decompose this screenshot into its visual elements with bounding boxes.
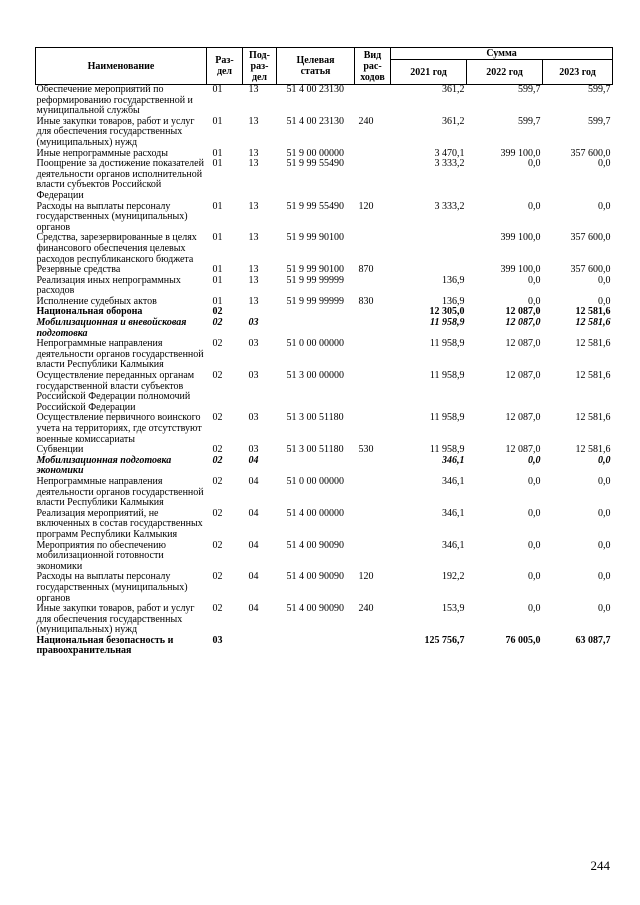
row-section: 01 bbox=[212, 84, 223, 95]
row-expense-type: 870 bbox=[358, 264, 374, 276]
row-expense-type bbox=[355, 413, 391, 445]
row-subsection: 04 bbox=[248, 539, 259, 551]
row-expense-type bbox=[355, 636, 391, 657]
row-sum-2021: 11 958,9 bbox=[430, 317, 465, 329]
row-sum-2023: 0,0 bbox=[598, 571, 611, 583]
row-sum-2022: 12 087,0 bbox=[505, 306, 541, 318]
row-sum-2022: 0,0 bbox=[528, 571, 541, 583]
table-body bbox=[36, 85, 613, 658]
row-subsection: 13 bbox=[248, 147, 259, 159]
table-row bbox=[36, 85, 613, 117]
row-sum-2022: 0,0 bbox=[528, 603, 541, 615]
table-row bbox=[36, 339, 613, 371]
row-target: 51 9 99 90100 bbox=[286, 264, 344, 276]
row-expense-type bbox=[355, 541, 391, 573]
col-header-subsection: Под- раз- дел bbox=[243, 48, 277, 85]
row-subsection: 03 bbox=[248, 444, 259, 456]
row-sum-2023: 0,0 bbox=[598, 274, 611, 286]
table-row bbox=[36, 477, 613, 509]
row-sum-2021: 3 333,2 bbox=[434, 158, 465, 170]
table-row bbox=[36, 159, 613, 201]
row-sum-2022: 12 087,0 bbox=[505, 412, 541, 424]
row-name: Иные закупки товаров, работ и услуг для обеспечения государственных (муниципальных) нужд bbox=[36, 603, 195, 636]
row-name: Национальная безопасность и правоохранительная bbox=[36, 634, 174, 657]
row-sum-2022: 0,0 bbox=[528, 475, 541, 487]
table-row bbox=[36, 509, 613, 541]
row-sum-2021: 3 333,2 bbox=[434, 200, 465, 212]
row-sum-2021: 125 756,7 bbox=[424, 634, 465, 646]
row-target: 51 3 00 51180 bbox=[286, 444, 344, 456]
row-section: 01 bbox=[212, 295, 223, 307]
table-row bbox=[36, 636, 613, 657]
row-target: 51 0 00 00000 bbox=[286, 338, 344, 350]
row-target: 51 3 00 51180 bbox=[286, 412, 344, 424]
row-subsection: 03 bbox=[248, 317, 259, 329]
row-sum-2021: 3 470,1 bbox=[434, 147, 465, 159]
row-target: 51 0 00 00000 bbox=[286, 475, 344, 487]
row-expense-type bbox=[355, 509, 391, 541]
row-sum-2023: 0,0 bbox=[598, 295, 611, 307]
table-row bbox=[36, 371, 613, 413]
table-row bbox=[36, 276, 613, 297]
row-expense-type: 530 bbox=[358, 444, 374, 456]
row-subsection: 13 bbox=[248, 158, 259, 170]
row-section: 01 bbox=[212, 274, 223, 286]
row-expense-type bbox=[355, 85, 391, 117]
row-expense-type: 120 bbox=[358, 200, 374, 212]
row-name: Исполнение судебных актов bbox=[36, 295, 157, 307]
row-expense-type bbox=[355, 477, 391, 509]
row-sum-2023: 0,0 bbox=[598, 200, 611, 212]
row-sum-2021 bbox=[391, 233, 467, 265]
row-section: 01 bbox=[212, 200, 223, 212]
row-target bbox=[277, 456, 355, 477]
row-sum-2022: 599,7 bbox=[518, 115, 541, 127]
row-subsection: 13 bbox=[248, 274, 259, 286]
row-name: Непрограммные направления деятельности органов государственной власти Республики Калмыкия bbox=[36, 475, 204, 509]
table-row bbox=[36, 318, 613, 339]
col-header-section: Раз- дел bbox=[207, 48, 243, 85]
col-header-name: Наименование bbox=[36, 48, 207, 85]
row-sum-2021: 346,1 bbox=[442, 475, 465, 487]
row-target: 51 9 99 99999 bbox=[286, 295, 344, 307]
row-sum-2021: 12 305,0 bbox=[429, 306, 465, 318]
row-subsection: 03 bbox=[248, 412, 259, 424]
row-subsection: 04 bbox=[248, 454, 259, 466]
row-sum-2023: 12 581,6 bbox=[575, 317, 611, 329]
row-section: 02 bbox=[212, 475, 223, 487]
row-sum-2021: 11 958,9 bbox=[429, 412, 465, 424]
row-sum-2023: 12 581,6 bbox=[575, 306, 611, 318]
row-sum-2022: 12 087,0 bbox=[505, 338, 541, 350]
row-expense-type: 830 bbox=[358, 295, 374, 307]
row-name: Осуществление переданных органам государственной власти субъектов Российской Федерации полномочий Российской Федерации bbox=[36, 370, 195, 413]
row-section: 02 bbox=[212, 571, 223, 583]
table-row bbox=[36, 202, 613, 234]
row-name: Иные закупки товаров, работ и услуг для обеспечения государственных (муниципальных) нужд bbox=[36, 115, 195, 148]
row-section: 02 bbox=[212, 539, 223, 551]
row-expense-type: 240 bbox=[358, 603, 374, 615]
row-section: 02 bbox=[212, 306, 223, 318]
row-section: 01 bbox=[212, 264, 223, 276]
row-subsection: 13 bbox=[248, 295, 259, 307]
row-sum-2023: 12 581,6 bbox=[575, 412, 611, 424]
row-sum-2021: 136,9 bbox=[442, 295, 465, 307]
row-expense-type bbox=[355, 318, 391, 339]
row-sum-2021: 136,9 bbox=[442, 274, 465, 286]
row-name: Субвенции bbox=[36, 444, 84, 456]
row-subsection: 04 bbox=[248, 475, 259, 487]
row-sum-2022: 12 087,0 bbox=[505, 370, 541, 382]
row-sum-2023: 0,0 bbox=[598, 507, 611, 519]
row-target: 51 4 00 00000 bbox=[286, 507, 344, 519]
row-sum-2021: 11 958,9 bbox=[429, 338, 465, 350]
row-section: 03 bbox=[212, 634, 223, 646]
row-sum-2022: 599,7 bbox=[518, 84, 541, 95]
row-target bbox=[277, 636, 355, 657]
row-sum-2021: 192,2 bbox=[442, 571, 465, 583]
table-row bbox=[36, 572, 613, 604]
row-sum-2022: 0,0 bbox=[528, 295, 541, 307]
row-expense-type bbox=[355, 456, 391, 477]
row-name: Средства, зарезервированные в целях финансового обеспечения целевых расходов республиканского бюджета bbox=[36, 232, 197, 265]
row-section: 01 bbox=[212, 115, 223, 127]
row-name: Мобилизационная и вневойсковая подготовка bbox=[36, 317, 187, 339]
row-subsection: 13 bbox=[248, 200, 259, 212]
table-row bbox=[36, 233, 613, 265]
row-section: 02 bbox=[212, 412, 223, 424]
row-sum-2023: 0,0 bbox=[598, 454, 611, 466]
row-name: Реализация иных непрограммных расходов bbox=[36, 274, 181, 297]
row-sum-2023: 357 600,0 bbox=[570, 232, 611, 244]
row-sum-2022: 12 087,0 bbox=[505, 317, 541, 329]
row-target: 51 9 99 99999 bbox=[286, 274, 344, 286]
row-target: 51 9 99 55490 bbox=[286, 200, 344, 212]
row-expense-type bbox=[355, 233, 391, 265]
row-sum-2022: 399 100,0 bbox=[500, 232, 541, 244]
page-number: 244 bbox=[590, 858, 610, 873]
row-section: 01 bbox=[212, 232, 223, 244]
row-target: 51 4 00 90090 bbox=[286, 571, 344, 583]
row-sum-2022: 0,0 bbox=[528, 507, 541, 519]
row-name: Мероприятия по обеспечению мобилизационной готовности экономики bbox=[36, 539, 166, 572]
row-sum-2023: 0,0 bbox=[598, 475, 611, 487]
row-sum-2022: 0,0 bbox=[528, 539, 541, 551]
row-target: 51 9 99 90100 bbox=[286, 232, 344, 244]
row-sum-2023: 0,0 bbox=[598, 158, 611, 170]
row-name: Непрограммные направления деятельности органов государственной власти Республики Калмыкия bbox=[36, 338, 204, 371]
row-sum-2023: 12 581,6 bbox=[575, 370, 611, 382]
row-name: Обеспечение мероприятий по реформированию государственной и муниципальной службы bbox=[36, 84, 193, 117]
col-header-2021: 2021 год bbox=[391, 60, 467, 85]
row-name: Поощрение за достижение показателей деятельности органов исполнительной власти субъектов Российской Федерации bbox=[36, 158, 204, 201]
row-sum-2021: 153,9 bbox=[442, 603, 465, 615]
row-section: 02 bbox=[212, 317, 223, 329]
row-subsection bbox=[243, 636, 277, 657]
row-expense-type: 240 bbox=[358, 115, 374, 127]
table-row bbox=[36, 413, 613, 445]
row-name: Резервные средства bbox=[36, 264, 121, 276]
row-target: 51 9 99 55490 bbox=[286, 158, 344, 170]
col-header-target: Целевая статья bbox=[277, 48, 355, 85]
col-header-2023: 2023 год bbox=[543, 60, 613, 85]
row-sum-2023: 357 600,0 bbox=[570, 147, 611, 159]
row-sum-2023: 63 087,7 bbox=[575, 634, 611, 646]
table-row bbox=[36, 604, 613, 636]
row-subsection: 13 bbox=[248, 264, 259, 276]
row-expense-type: 120 bbox=[358, 571, 374, 583]
row-name: Иные непрограммные расходы bbox=[36, 147, 168, 159]
row-section: 01 bbox=[212, 158, 223, 170]
row-section: 02 bbox=[212, 507, 223, 519]
row-sum-2022: 399 100,0 bbox=[500, 264, 541, 276]
row-subsection: 04 bbox=[248, 603, 259, 615]
row-name: Расходы на выплаты персоналу государственных (муниципальных) органов bbox=[36, 571, 188, 604]
row-expense-type bbox=[355, 307, 391, 318]
row-name: Мобилизационная подготовка экономики bbox=[36, 454, 172, 477]
row-target bbox=[277, 307, 355, 318]
row-expense-type bbox=[355, 371, 391, 413]
row-sum-2023: 12 581,6 bbox=[575, 444, 611, 456]
row-name: Реализация мероприятий, не включенных в состав государственных программ Республики Калмыкия bbox=[36, 507, 203, 540]
row-name: Осуществление первичного воинского учета на территориях, где отсутствуют военные комиссариаты bbox=[36, 412, 202, 445]
row-subsection: 04 bbox=[248, 507, 259, 519]
col-header-expense-type: Вид рас- ходов bbox=[355, 48, 391, 85]
row-subsection: 03 bbox=[248, 370, 259, 382]
row-sum-2022: 0,0 bbox=[528, 274, 541, 286]
row-section: 02 bbox=[212, 454, 223, 466]
row-expense-type bbox=[355, 339, 391, 371]
row-sum-2022: 0,0 bbox=[528, 200, 541, 212]
row-sum-2021: 11 958,9 bbox=[429, 370, 465, 382]
row-sum-2023: 0,0 bbox=[598, 539, 611, 551]
row-sum-2021: 11 958,9 bbox=[429, 444, 465, 456]
row-sum-2023: 357 600,0 bbox=[570, 264, 611, 276]
row-name: Расходы на выплаты персоналу государственных (муниципальных) органов bbox=[36, 200, 188, 233]
row-subsection: 13 bbox=[248, 232, 259, 244]
row-target bbox=[277, 318, 355, 339]
row-sum-2023: 599,7 bbox=[588, 115, 611, 127]
budget-table bbox=[35, 47, 613, 657]
row-sum-2021: 361,2 bbox=[442, 115, 465, 127]
row-subsection: 03 bbox=[248, 338, 259, 350]
row-target: 51 4 00 90090 bbox=[286, 539, 344, 551]
row-subsection bbox=[243, 307, 277, 318]
row-sum-2021: 346,1 bbox=[442, 454, 465, 466]
row-expense-type bbox=[355, 149, 391, 160]
col-header-2022: 2022 год bbox=[467, 60, 543, 85]
row-sum-2023: 0,0 bbox=[598, 603, 611, 615]
row-sum-2021: 361,2 bbox=[442, 84, 465, 95]
row-name: Национальная оборона bbox=[36, 306, 143, 318]
row-target: 51 3 00 00000 bbox=[286, 370, 344, 382]
row-expense-type bbox=[355, 159, 391, 201]
row-subsection: 13 bbox=[248, 115, 259, 127]
table-header bbox=[36, 48, 613, 85]
row-sum-2022: 76 005,0 bbox=[505, 634, 541, 646]
row-sum-2022: 12 087,0 bbox=[505, 444, 541, 456]
row-expense-type bbox=[355, 276, 391, 297]
table-row bbox=[36, 541, 613, 573]
row-target: 51 4 00 23130 bbox=[286, 84, 344, 95]
row-section: 02 bbox=[212, 603, 223, 615]
row-section: 02 bbox=[212, 444, 223, 456]
row-sum-2022: 0,0 bbox=[528, 454, 541, 466]
row-sum-2023: 12 581,6 bbox=[575, 338, 611, 350]
row-target: 51 4 00 90090 bbox=[286, 603, 344, 615]
row-sum-2021: 346,1 bbox=[442, 539, 465, 551]
row-section: 02 bbox=[212, 338, 223, 350]
row-target: 51 9 00 00000 bbox=[286, 147, 344, 159]
table-row bbox=[36, 117, 613, 149]
row-subsection: 04 bbox=[248, 571, 259, 583]
row-target: 51 4 00 23130 bbox=[286, 115, 344, 127]
row-sum-2021: 346,1 bbox=[442, 507, 465, 519]
row-section: 02 bbox=[212, 370, 223, 382]
row-sum-2023: 599,7 bbox=[588, 84, 611, 95]
row-sum-2022: 0,0 bbox=[528, 158, 541, 170]
row-section: 01 bbox=[212, 147, 223, 159]
table-row bbox=[36, 456, 613, 477]
row-subsection: 13 bbox=[248, 84, 259, 95]
col-header-sum: Сумма bbox=[391, 48, 613, 60]
row-sum-2022: 399 100,0 bbox=[500, 147, 541, 159]
